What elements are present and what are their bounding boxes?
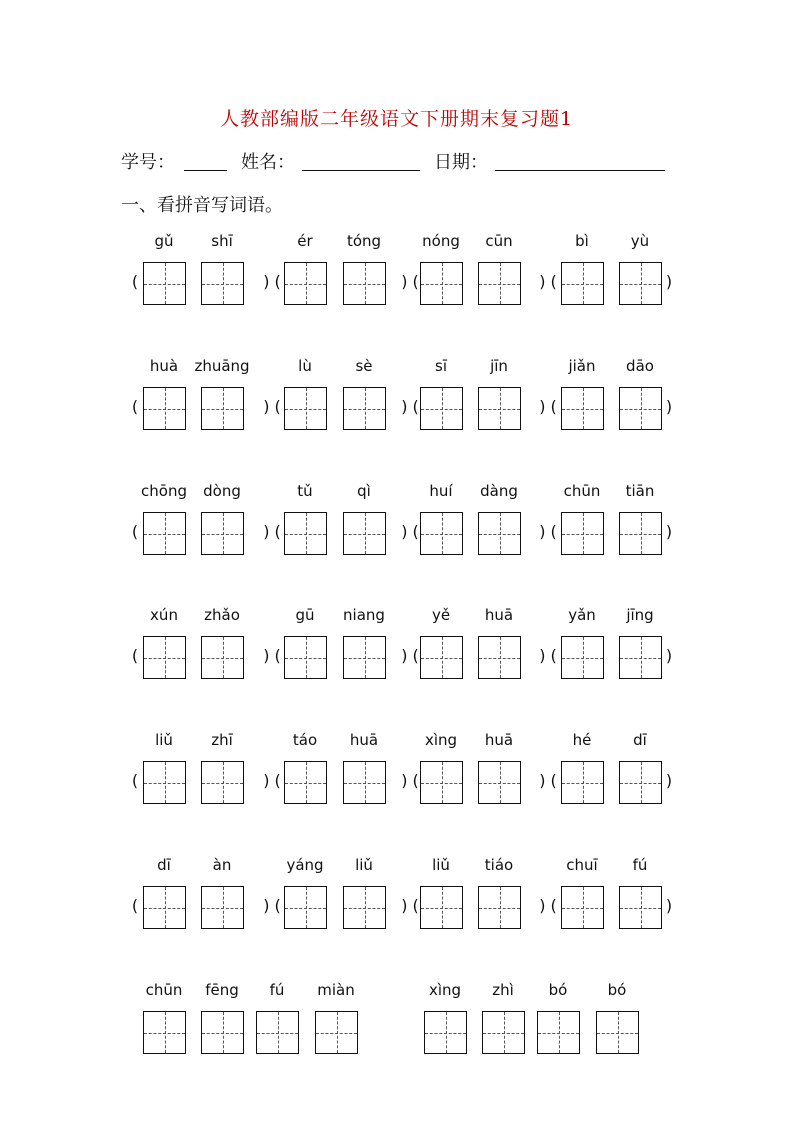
close-open-paren: ) ( (401, 896, 419, 915)
pinyin-syllable: fēng (205, 981, 239, 999)
pinyin-syllable: yě (431, 606, 451, 624)
pinyin-syllable: xìng (428, 981, 462, 999)
writing-box[interactable] (478, 636, 521, 679)
close-paren: ) (665, 771, 673, 790)
student-number-blank[interactable] (184, 170, 227, 171)
writing-box[interactable] (343, 886, 386, 929)
writing-box[interactable] (201, 1011, 244, 1054)
pinyin-syllable: chōng (141, 482, 187, 500)
writing-box[interactable] (619, 636, 662, 679)
writing-box[interactable] (284, 512, 327, 555)
pinyin-syllable: bì (575, 232, 589, 250)
writing-box[interactable] (482, 1011, 525, 1054)
pinyin-syllable: yǎn (568, 606, 596, 624)
pinyin-syllable: fú (632, 856, 648, 874)
pinyin-syllable: àn (212, 856, 232, 874)
writing-box[interactable] (343, 636, 386, 679)
close-open-paren: ) ( (401, 646, 419, 665)
pinyin-syllable: cūn (485, 232, 513, 250)
writing-box[interactable] (424, 1011, 467, 1054)
writing-box[interactable] (478, 512, 521, 555)
section-heading: 一、看拼音写词语。 (121, 195, 283, 216)
writing-box[interactable] (561, 886, 604, 929)
page-title: 人教部编版二年级语文下册期末复习题1 (219, 108, 574, 130)
close-open-paren: ) ( (539, 272, 557, 291)
pinyin-syllable: yù (630, 232, 650, 250)
close-paren: ) (665, 272, 673, 291)
open-paren: ( (131, 397, 139, 416)
close-open-paren: ) ( (401, 272, 419, 291)
writing-box[interactable] (561, 262, 604, 305)
pinyin-syllable: sī (435, 357, 447, 375)
pinyin-syllable: jiǎn (568, 357, 596, 375)
writing-box[interactable] (420, 387, 463, 430)
writing-box[interactable] (420, 636, 463, 679)
writing-box[interactable] (619, 262, 662, 305)
open-paren: ( (131, 896, 139, 915)
writing-box[interactable] (284, 387, 327, 430)
close-open-paren: ) ( (401, 397, 419, 416)
pinyin-syllable: táo (292, 731, 318, 749)
writing-box[interactable] (596, 1011, 639, 1054)
pinyin-syllable: huà (149, 357, 179, 375)
writing-box[interactable] (619, 886, 662, 929)
pinyin-syllable: niang (343, 606, 385, 624)
close-open-paren: ) ( (539, 771, 557, 790)
pinyin-syllable: xún (150, 606, 178, 624)
writing-box[interactable] (619, 512, 662, 555)
writing-box[interactable] (478, 387, 521, 430)
writing-box[interactable] (143, 636, 186, 679)
pinyin-syllable: yáng (286, 856, 324, 874)
pinyin-syllable: sè (355, 357, 373, 375)
pinyin-syllable: bó (548, 981, 568, 999)
writing-box[interactable] (201, 886, 244, 929)
writing-box[interactable] (315, 1011, 358, 1054)
close-open-paren: ) ( (539, 397, 557, 416)
writing-box[interactable] (619, 387, 662, 430)
writing-box[interactable] (420, 761, 463, 804)
writing-box[interactable] (478, 761, 521, 804)
pinyin-syllable: dàng (480, 482, 518, 500)
pinyin-syllable: shī (211, 232, 233, 250)
pinyin-syllable: zhī (211, 731, 233, 749)
pinyin-syllable: qì (357, 482, 371, 500)
writing-box[interactable] (343, 387, 386, 430)
writing-box[interactable] (256, 1011, 299, 1054)
pinyin-syllable: xìng (424, 731, 458, 749)
name-label: 姓名： (241, 152, 295, 173)
pinyin-syllable: dòng (203, 482, 241, 500)
pinyin-syllable: dāo (626, 357, 654, 375)
writing-box[interactable] (420, 512, 463, 555)
pinyin-syllable: huā (484, 606, 514, 624)
close-open-paren: ) ( (539, 522, 557, 541)
pinyin-syllable: miàn (317, 981, 355, 999)
writing-box[interactable] (284, 262, 327, 305)
pinyin-syllable: liǔ (432, 856, 450, 874)
pinyin-syllable: hé (572, 731, 592, 749)
pinyin-syllable: chuī (566, 856, 598, 874)
writing-box[interactable] (478, 262, 521, 305)
writing-box[interactable] (561, 512, 604, 555)
writing-box[interactable] (284, 761, 327, 804)
writing-box[interactable] (343, 512, 386, 555)
pinyin-syllable: chūn (145, 981, 183, 999)
open-paren: ( (131, 771, 139, 790)
writing-box[interactable] (284, 886, 327, 929)
writing-box[interactable] (143, 262, 186, 305)
writing-box[interactable] (201, 387, 244, 430)
pinyin-syllable: tiáo (484, 856, 514, 874)
date-blank[interactable] (495, 170, 665, 171)
writing-box[interactable] (420, 886, 463, 929)
pinyin-syllable: zhǎo (204, 606, 240, 624)
pinyin-syllable: dī (157, 856, 171, 874)
writing-box[interactable] (201, 512, 244, 555)
pinyin-syllable: tǔ (297, 482, 313, 500)
pinyin-syllable: huā (349, 731, 379, 749)
writing-box[interactable] (143, 886, 186, 929)
close-open-paren: ) ( (263, 397, 281, 416)
close-open-paren: ) ( (263, 272, 281, 291)
writing-box[interactable] (201, 636, 244, 679)
writing-box[interactable] (561, 761, 604, 804)
pinyin-syllable: huā (484, 731, 514, 749)
open-paren: ( (131, 272, 139, 291)
writing-box[interactable] (420, 262, 463, 305)
date-label: 日期： (434, 152, 488, 173)
pinyin-syllable: bó (607, 981, 627, 999)
close-open-paren: ) ( (263, 771, 281, 790)
writing-box[interactable] (561, 636, 604, 679)
close-open-paren: ) ( (401, 522, 419, 541)
writing-box[interactable] (143, 512, 186, 555)
pinyin-syllable: gǔ (154, 232, 174, 250)
writing-box[interactable] (343, 262, 386, 305)
writing-box[interactable] (143, 387, 186, 430)
close-paren: ) (665, 522, 673, 541)
open-paren: ( (131, 646, 139, 665)
pinyin-syllable: zhì (492, 981, 514, 999)
student-number-label: 学号： (121, 152, 175, 173)
pinyin-syllable: liǔ (355, 856, 373, 874)
pinyin-syllable: tiān (625, 482, 655, 500)
writing-box[interactable] (284, 636, 327, 679)
pinyin-syllable: chūn (563, 482, 601, 500)
writing-box[interactable] (343, 761, 386, 804)
close-paren: ) (665, 896, 673, 915)
name-blank[interactable] (302, 170, 420, 171)
writing-box[interactable] (143, 1011, 186, 1054)
close-open-paren: ) ( (263, 646, 281, 665)
pinyin-syllable: gū (295, 606, 315, 624)
writing-box[interactable] (201, 262, 244, 305)
close-open-paren: ) ( (539, 896, 557, 915)
pinyin-syllable: zhuāng (194, 357, 250, 375)
pinyin-syllable: jīn (490, 357, 508, 375)
close-paren: ) (665, 646, 673, 665)
writing-box[interactable] (537, 1011, 580, 1054)
close-paren: ) (665, 397, 673, 416)
writing-box[interactable] (561, 387, 604, 430)
writing-box[interactable] (619, 761, 662, 804)
writing-box[interactable] (478, 886, 521, 929)
close-open-paren: ) ( (401, 771, 419, 790)
pinyin-syllable: jīng (626, 606, 654, 624)
writing-box[interactable] (143, 761, 186, 804)
pinyin-syllable: lù (298, 357, 312, 375)
pinyin-syllable: fú (269, 981, 285, 999)
writing-box[interactable] (201, 761, 244, 804)
pinyin-syllable: ér (297, 232, 313, 250)
close-open-paren: ) ( (539, 646, 557, 665)
pinyin-syllable: liǔ (155, 731, 173, 749)
pinyin-syllable: huí (429, 482, 453, 500)
close-open-paren: ) ( (263, 896, 281, 915)
pinyin-syllable: tóng (346, 232, 382, 250)
pinyin-syllable: nóng (422, 232, 460, 250)
open-paren: ( (131, 522, 139, 541)
pinyin-syllable: dī (633, 731, 647, 749)
close-open-paren: ) ( (263, 522, 281, 541)
